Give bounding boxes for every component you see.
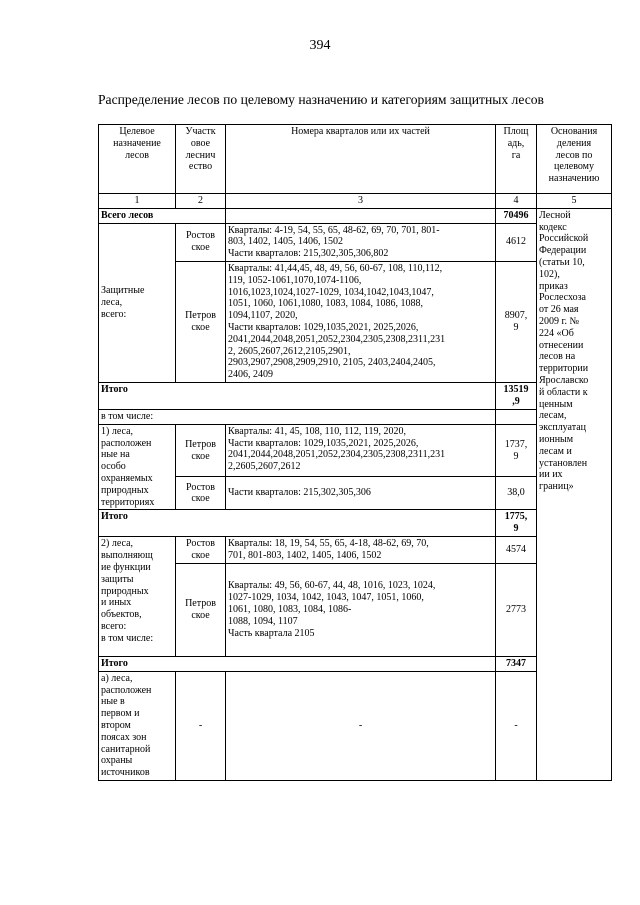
page-number: 394: [309, 38, 331, 53]
total-area: 70496: [496, 208, 537, 223]
empty-cell: [496, 409, 537, 424]
column-numbers-row: [99, 194, 612, 209]
table-row: [99, 223, 612, 261]
district-name: Ростов ское: [176, 223, 226, 261]
dash-cell: -: [226, 671, 496, 780]
col-number: 4: [496, 194, 537, 209]
dash-cell: -: [496, 671, 537, 780]
quarters-cell: Кварталы: 41, 45, 108, 110, 112, 119, 2020, Части кварталов: 1029,1035,2021, 2025,2026, 2041,2044,2048,2051,2052,2304,2305,2308,2311,231 2,2605,2607,2612: [226, 424, 496, 477]
total-label: Всего лесов: [99, 208, 226, 223]
area-cell: 8907, 9: [496, 261, 537, 382]
group2-label: 2) леса, выполняющ ие функции защиты природных и иных объектов, всего: в том числе:: [99, 537, 176, 657]
area-cell: 4574: [496, 537, 537, 564]
total-row: [99, 208, 612, 223]
subtotal-label: Итого: [99, 656, 496, 671]
table-row: [99, 409, 612, 424]
quarters-cell: Кварталы: 49, 56, 60-67, 44, 48, 1016, 1023, 1024, 1027-1029, 1034, 1042, 1043, 1047, 1051, 1060, 1061, 1080, 1083, 1084, 1086- 1088, 1094, 1107 Часть квартала 2105: [226, 563, 496, 656]
table-row: [99, 261, 612, 382]
document-title: Распределение лесов по целевому назначению и категориям защитных лесов: [98, 92, 544, 107]
including-label: в том числе:: [99, 409, 496, 424]
table-row: [99, 563, 612, 656]
district-name: Петров ское: [176, 261, 226, 382]
district-name: Петров ское: [176, 563, 226, 656]
table-row: [99, 477, 612, 510]
district-name: Петров ское: [176, 424, 226, 477]
subtotal-label: Итого: [99, 382, 496, 409]
forest-distribution-table: [98, 124, 612, 781]
subtotal-label: Итого: [99, 510, 496, 537]
subtotal-area: 7347: [496, 656, 537, 671]
col-number: 3: [226, 194, 496, 209]
quarters-cell: Кварталы: 4-19, 54, 55, 65, 48-62, 69, 70, 701, 801- 803, 1402, 1405, 1406, 1502 Части кварталов: 215,302,305,306,802: [226, 223, 496, 261]
area-cell: 4612: [496, 223, 537, 261]
table-row: [99, 671, 612, 780]
header-district: Участк овое леснич ество: [176, 125, 226, 194]
table-header-row: [99, 125, 612, 194]
table-row: [99, 424, 612, 477]
district-name: Ростов ское: [176, 477, 226, 510]
area-cell: 38,0: [496, 477, 537, 510]
group-a-label: а) леса, расположен ные в первом и втором поясах зон санитарной охраны источников: [99, 671, 176, 780]
area-cell: 2773: [496, 563, 537, 656]
subtotal-row: [99, 656, 612, 671]
quarters-cell: Кварталы: 18, 19, 54, 55, 65, 4-18, 48-62, 69, 70, 701, 801-803, 1402, 1405, 1406, 1502: [226, 537, 496, 564]
col-number: 5: [537, 194, 612, 209]
col-number: 2: [176, 194, 226, 209]
quarters-cell: Части кварталов: 215,302,305,306: [226, 477, 496, 510]
header-area: Площ адь, га: [496, 125, 537, 194]
header-basis: Основания деления лесов по целевому назначению: [537, 125, 612, 194]
empty-cell: [226, 208, 496, 223]
col-number: 1: [99, 194, 176, 209]
group1-label: 1) леса, расположен ные на особо охраняемых природных территориях: [99, 424, 176, 510]
subtotal-row: [99, 382, 612, 409]
district-name: Ростов ское: [176, 537, 226, 564]
subtotal-row: [99, 510, 612, 537]
header-quarters: Номера кварталов или их частей: [226, 125, 496, 194]
quarters-cell: Кварталы: 41,44,45, 48, 49, 56, 60-67, 108, 110,112, 119, 1052-1061,1070,1074-1106, 1016,1023,1024,1027-1029, 1034,1042,1043,1047, 1051, 1060, 1061,1080, 1083, 1084, 1086, 1088, 1094,1107, 2020, Части кварталов: 1029,1035,2021, 2025,2026, 2041,2044,2048,2051,2052,2304,2305,2308,2311,231 2, 2605,2607,2612,2105,2901, 2903,2907,2908,2909,2910, 2105, 2403,2404,2405, 2406, 2409: [226, 261, 496, 382]
basis-cell: Лесной кодекс Российской Федерации (статьи 10, 102), приказ Рослесхоза от 26 мая 2009 г. № 224 «Об отнесении лесов на территории Ярославско й области к ценным лесам, эксплуатац ионным лесам и установлен ии их границ»: [537, 208, 612, 780]
subtotal-area: 1775, 9: [496, 510, 537, 537]
table-row: [99, 537, 612, 564]
area-cell: 1737, 9: [496, 424, 537, 477]
dash-cell: -: [176, 671, 226, 780]
protective-label: Защитные леса, всего:: [99, 223, 176, 382]
header-purpose: Целевое назначение лесов: [99, 125, 176, 194]
subtotal-area: 13519 ,9: [496, 382, 537, 409]
